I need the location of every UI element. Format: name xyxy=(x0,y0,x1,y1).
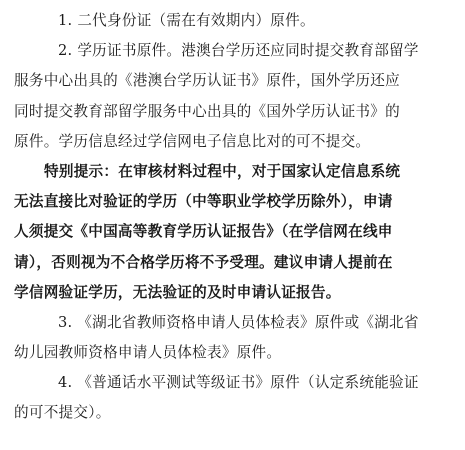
document-line: 同时提交教育部留学服务中心出具的《国外学历认证书》的 xyxy=(14,102,400,120)
document-line: 1. 二代身份证（需在有效期内）原件。 xyxy=(58,12,315,29)
document-line: 服务中心出具的《港澳台学历认证书》原件，国外学历还应 xyxy=(14,72,400,90)
document-line: 3. 《湖北省教师资格申请人员体检表》原件或《湖北省 xyxy=(58,313,419,331)
document-line: 4. 《普通话水平测试等级证书》原件（认定系统能验证 xyxy=(58,374,419,392)
document-line: 的可不提交）。 xyxy=(14,404,111,422)
special-notice-line: 人须提交《中国高等教育学历认证报告》（在学信网在线申 xyxy=(14,223,393,241)
special-notice-line: 无法直接比对验证的学历（中等职业学校学历除外），申请 xyxy=(14,193,393,211)
special-notice-line: 学信网验证学历，无法验证的及时申请认证报告。 xyxy=(14,283,341,301)
document-line: 2. 学历证书原件。港澳台学历还应同时提交教育部留学 xyxy=(58,42,419,60)
document-line: 原件。学历信息经过学信网电子信息比对的可不提交。 xyxy=(14,132,371,150)
special-notice-line: 特别提示：在审核材料过程中，对于国家认定信息系统 xyxy=(44,162,401,180)
document-line: 幼儿园教师资格申请人员体检表》原件。 xyxy=(14,344,282,362)
special-notice-line: 请），否则视为不合格学历将不予受理。建议申请人提前在 xyxy=(14,253,393,271)
